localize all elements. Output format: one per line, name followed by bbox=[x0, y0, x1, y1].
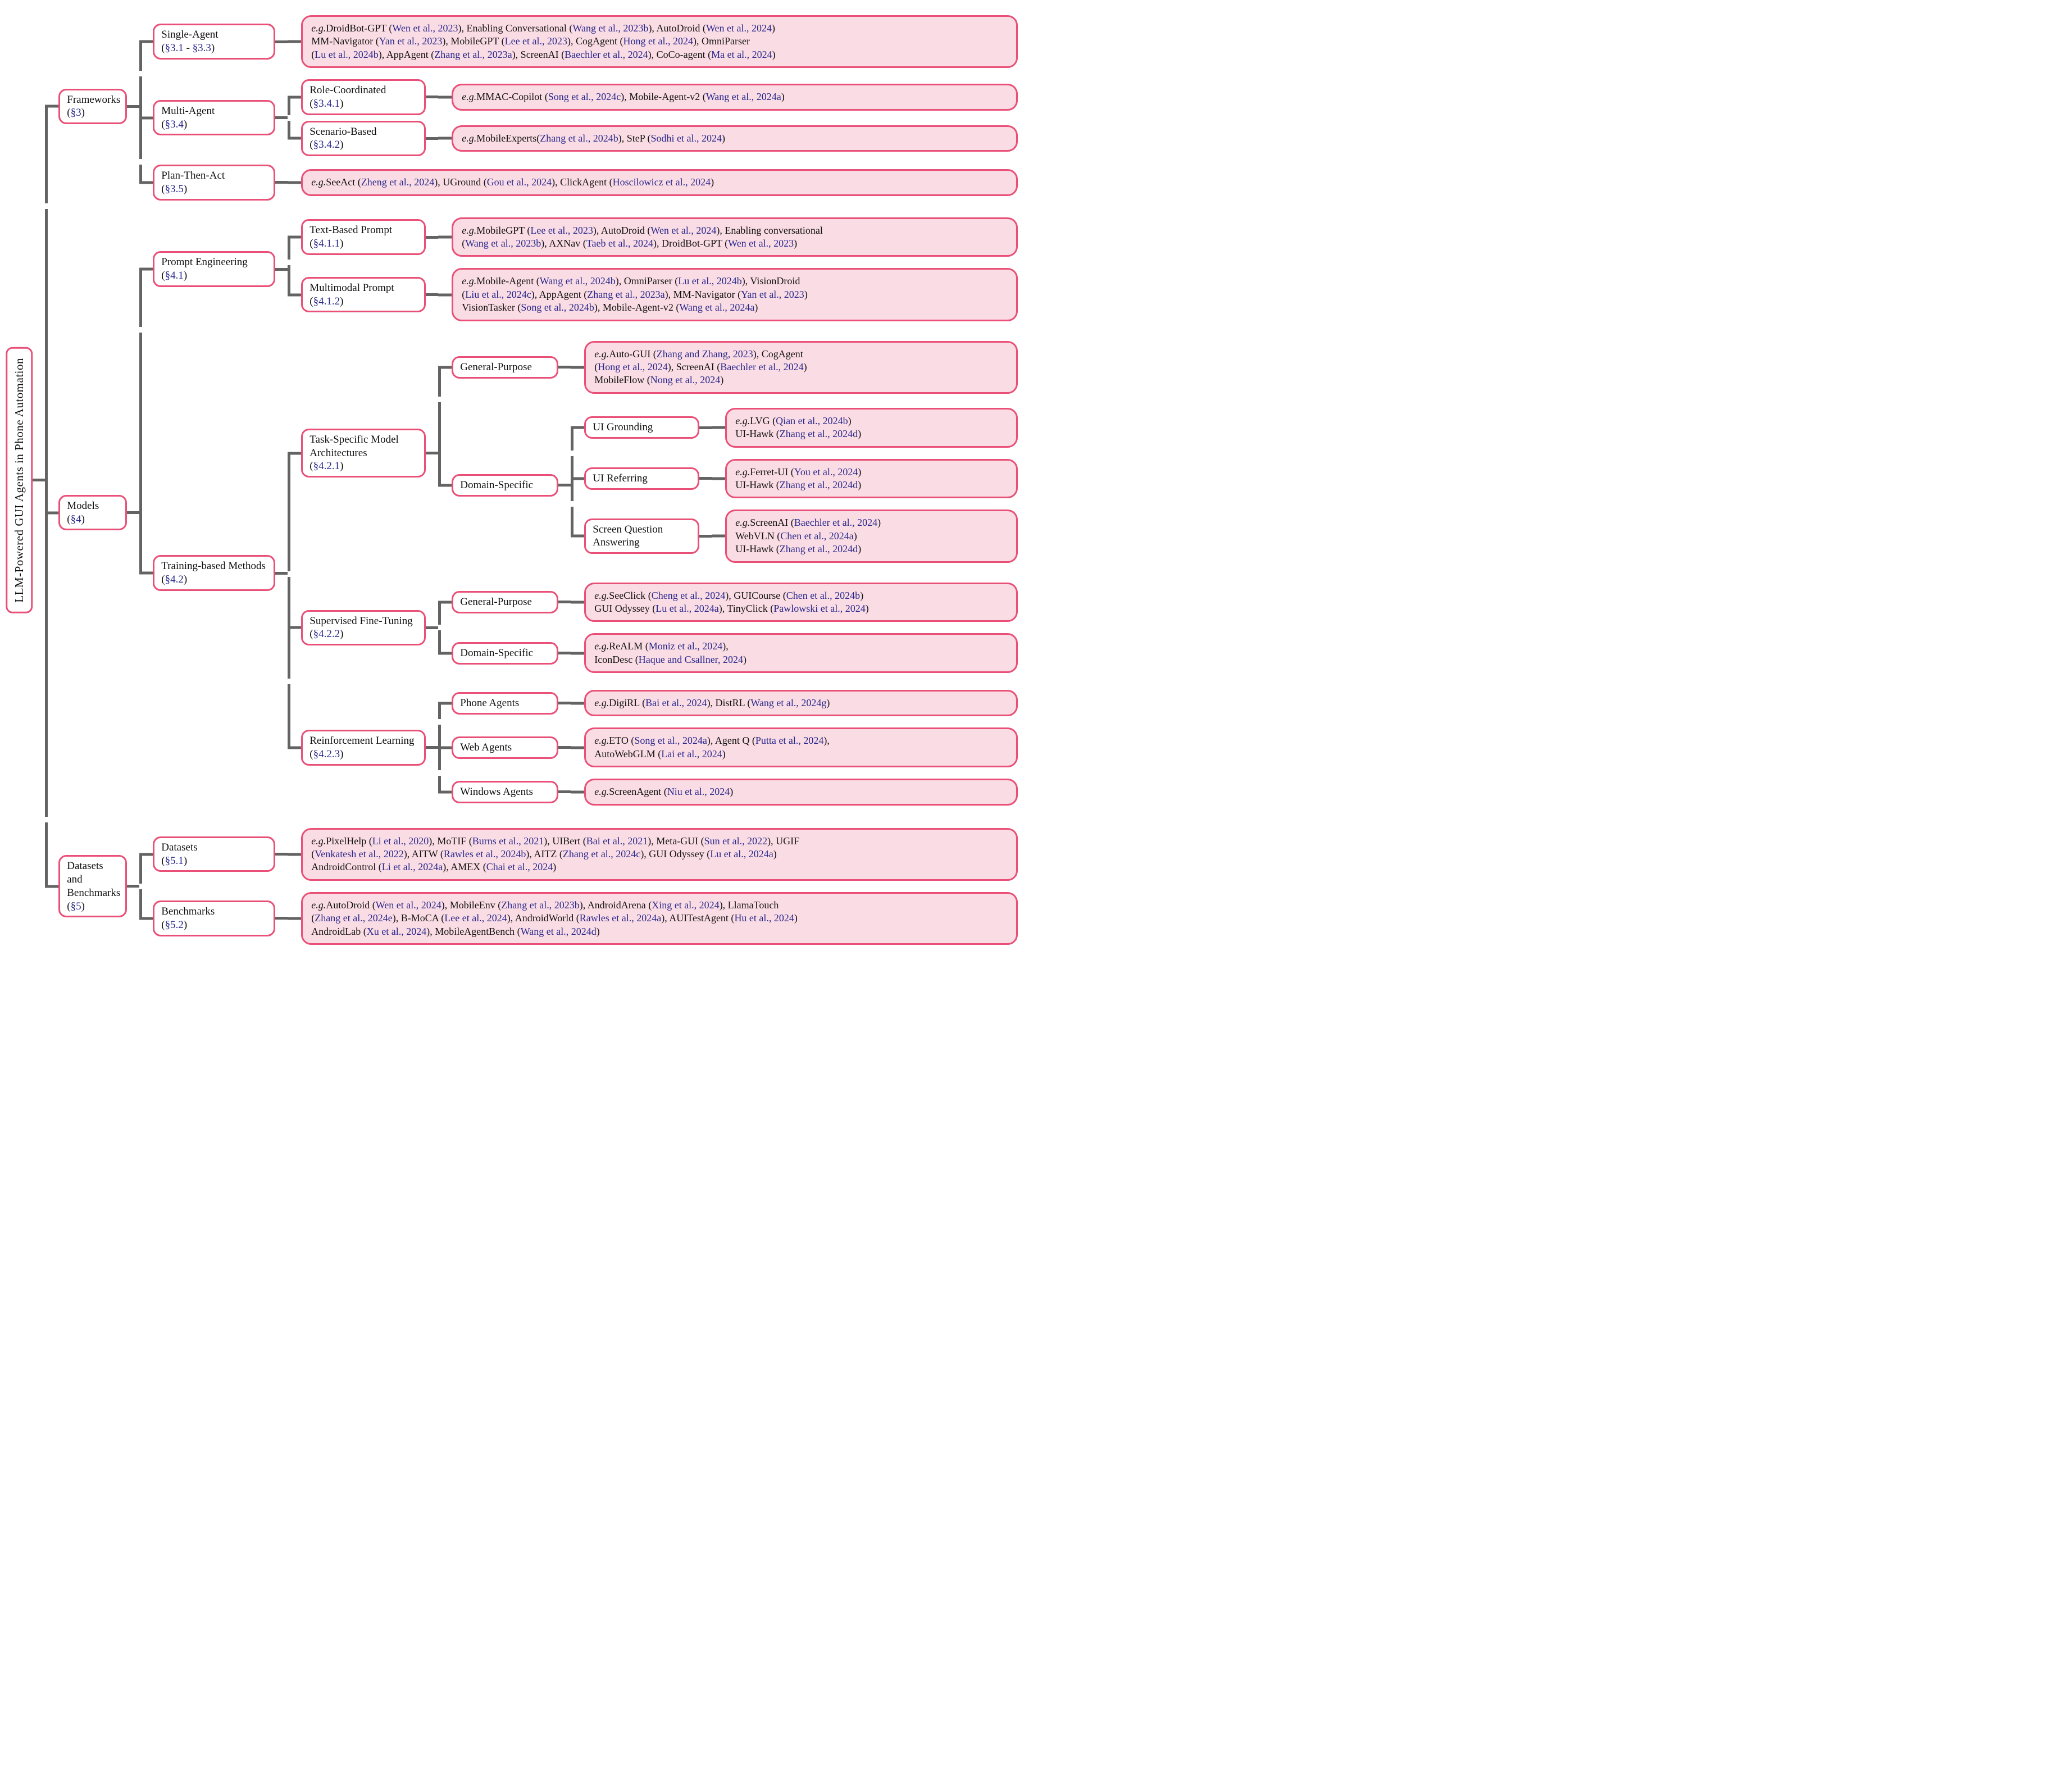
node-multimodal-prompt: Multimodal Prompt (§4.1.2) bbox=[301, 277, 426, 313]
branch-arch-domain-specific bbox=[452, 402, 1018, 568]
node-sft-general-purpose: General-Purpose bbox=[452, 591, 558, 613]
leaf-row bbox=[438, 84, 1018, 110]
subtree-training-based bbox=[139, 333, 1018, 814]
node-frameworks: Frameworks (§3) bbox=[58, 89, 127, 125]
text-based-prompt-children bbox=[438, 215, 1018, 260]
subtree-prompt-engineering bbox=[139, 212, 1018, 327]
leaf-plan-then-act-examples: e.g.SeeAct (Zheng et al., 2024), UGround (Gou et al., 2024), ClickAgent (Hoscilowicz et al., 2024) bbox=[301, 169, 1018, 195]
subtree-rl bbox=[288, 684, 1018, 811]
ui-grounding-children bbox=[712, 405, 1018, 451]
node-models: Models (§4) bbox=[58, 495, 127, 531]
subtree-ui-grounding bbox=[571, 405, 1018, 451]
connector bbox=[699, 477, 712, 480]
subtree-web-agents bbox=[438, 725, 1018, 770]
leaf-row bbox=[571, 727, 1018, 767]
subtree-arch-domain-specific bbox=[438, 402, 1018, 568]
sft-domain-specific-children bbox=[571, 630, 1018, 676]
connector bbox=[558, 484, 571, 486]
leaf-sft-general-purpose-examples: e.g.SeeClick (Cheng et al., 2024), GUICourse (Chen et al., 2024b) GUI Odyssey (Lu et al., 2024a), TinyClick (Pawlowski et al., 2024) bbox=[584, 583, 1018, 622]
branch-ui-referring bbox=[584, 456, 1018, 502]
subtree-task-specific bbox=[288, 335, 1018, 571]
connector bbox=[275, 853, 288, 856]
windows-agents-children bbox=[571, 776, 1018, 808]
leaf-windows-agents-examples: e.g.ScreenAgent (Niu et al., 2024) bbox=[584, 779, 1018, 805]
leaf-phone-agents-examples: e.g.DigiRL (Bai et al., 2024), DistRL (Wang et al., 2024g) bbox=[584, 690, 1018, 716]
leaf-multimodal-prompt-examples: e.g.Mobile-Agent (Wang et al., 2024b), OmniParser (Lu et al., 2024b), VisionDroid (Liu et al., 2024c), AppAgent (Zhang et al., 2023a), MM-Navigator (Yan et al., 2023) VisionTasker (Song et al., 2024b), Mobile-Agent-v2 (Wang et al., 2024a) bbox=[452, 268, 1018, 321]
branch-datasets bbox=[153, 825, 1018, 884]
node-screen-question-answering: Screen Question Answering bbox=[584, 519, 699, 554]
node-ui-grounding: UI Grounding bbox=[584, 416, 699, 439]
ui-referring-children bbox=[712, 456, 1018, 502]
node-scenario-based: Scenario-Based (§3.4.2) bbox=[301, 121, 426, 157]
training-based-children bbox=[288, 333, 1018, 814]
connector bbox=[558, 702, 571, 704]
connector bbox=[275, 40, 288, 43]
leaf-ui-referring-examples: e.g.Ferret-UI (You et al., 2024) UI-Hawk (Zhang et al., 2024d) bbox=[725, 459, 1018, 499]
task-specific-children bbox=[438, 335, 1018, 571]
leaf-single-agent-examples: e.g.DroidBot-GPT (Wen et al., 2023), Enabling Conversational (Wang et al., 2023b), AutoDroid (Wen et al., 2024) MM-Navigator (Yan et al., 2023), MobileGPT (Lee et al., 2023), CogAgent (Hong et al., 2024), OmniParser (Lu et al., 2024b), AppAgent (Zhang et al., 2023a), ScreenAI (Baechler et al., 2024), CoCo-agent (Ma et al., 2024) bbox=[301, 15, 1018, 68]
leaf-row bbox=[571, 690, 1018, 716]
node-web-agents: Web Agents bbox=[452, 736, 558, 759]
leaf-row bbox=[571, 633, 1018, 673]
prompt-engineering-children bbox=[288, 212, 1018, 327]
node-windows-agents: Windows Agents bbox=[452, 781, 558, 803]
leaf-row bbox=[438, 268, 1018, 321]
leaf-text-based-prompt-examples: e.g.MobileGPT (Lee et al., 2023), AutoDroid (Wen et al., 2024), Enabling conversational (Wang et al., 2023b), AXNav (Taeb et al., 2024), DroidBot-GPT (Wen et al., 2023) bbox=[452, 217, 1018, 257]
sft-general-purpose-children bbox=[571, 580, 1018, 625]
connector bbox=[699, 426, 712, 429]
subtree-scenario-based bbox=[288, 121, 1018, 157]
branch-benchmarks bbox=[153, 889, 1018, 948]
node-sft-domain-specific: Domain-Specific bbox=[452, 642, 558, 665]
leaf-row bbox=[712, 459, 1018, 499]
multimodal-prompt-children bbox=[438, 265, 1018, 324]
branch-rl bbox=[301, 684, 1018, 811]
single-agent-children bbox=[288, 12, 1018, 71]
subtree-phone-agents bbox=[438, 687, 1018, 719]
branch-multimodal-prompt bbox=[301, 265, 1018, 324]
subtree-role-coordinated bbox=[288, 79, 1018, 115]
subtree-single-agent bbox=[139, 12, 1018, 71]
branch-frameworks bbox=[58, 10, 1018, 203]
subtree-frameworks bbox=[45, 10, 1018, 203]
branch-phone-agents bbox=[452, 687, 1018, 719]
subtree-sft bbox=[288, 577, 1018, 679]
arch-domain-specific-children bbox=[571, 402, 1018, 568]
subtree-datasets-benchmarks bbox=[45, 822, 1018, 950]
datasets-children bbox=[288, 825, 1018, 884]
branch-sft-domain-specific bbox=[452, 630, 1018, 676]
connector bbox=[426, 236, 438, 239]
branch-arch-general-purpose bbox=[452, 338, 1018, 397]
leaf-row bbox=[712, 510, 1018, 562]
leaf-ui-grounding-examples: e.g.LVG (Qian et al., 2024b) UI-Hawk (Zhang et al., 2024d) bbox=[725, 408, 1018, 448]
connector bbox=[426, 746, 438, 749]
branch-ui-grounding bbox=[584, 405, 1018, 451]
branch-plan-then-act bbox=[153, 165, 1018, 201]
frameworks-children bbox=[139, 10, 1018, 203]
node-ui-referring: UI Referring bbox=[584, 467, 699, 490]
branch-windows-agents bbox=[452, 776, 1018, 808]
node-phone-agents: Phone Agents bbox=[452, 692, 558, 715]
role-coordinated-children bbox=[438, 81, 1018, 113]
connector bbox=[426, 137, 438, 140]
models-children bbox=[139, 209, 1018, 817]
connector bbox=[558, 746, 571, 749]
subtree-multimodal-prompt bbox=[288, 265, 1018, 324]
root-children bbox=[45, 7, 1018, 953]
datasets-benchmarks-children bbox=[139, 822, 1018, 950]
node-multi-agent: Multi-Agent (§3.4) bbox=[153, 100, 275, 136]
leaf-arch-general-purpose-examples: e.g.Auto-GUI (Zhang and Zhang, 2023), CogAgent (Hong et al., 2024), ScreenAI (Baechler et al., 2024) MobileFlow (Nong et al., 2024) bbox=[584, 341, 1018, 394]
subtree-ui-referring bbox=[571, 456, 1018, 502]
leaf-scenario-based-examples: e.g.MobileExperts(Zhang et al., 2024b), SteP (Sodhi et al., 2024) bbox=[452, 125, 1018, 152]
leaf-row bbox=[288, 892, 1018, 945]
subtree-sft-general-purpose bbox=[438, 580, 1018, 625]
subtree-windows-agents bbox=[438, 776, 1018, 808]
node-datasets-and-benchmarks: Datasets and Benchmarks (§5) bbox=[58, 855, 127, 917]
node-training-based-methods: Training-based Methods (§4.2) bbox=[153, 555, 275, 591]
leaf-row bbox=[438, 125, 1018, 152]
connector bbox=[275, 116, 288, 119]
branch-screen-qa bbox=[584, 507, 1018, 565]
branch-sft bbox=[301, 577, 1018, 679]
node-benchmarks: Benchmarks (§5.2) bbox=[153, 900, 275, 936]
branch-datasets-benchmarks bbox=[58, 822, 1018, 950]
branch-sft-general-purpose bbox=[452, 580, 1018, 625]
screen-qa-children bbox=[712, 507, 1018, 565]
branch-web-agents bbox=[452, 725, 1018, 770]
leaf-datasets-examples: e.g.PixelHelp (Li et al., 2020), MoTIF (Burns et al., 2021), UIBert (Bai et al., 2021), Meta-GUI (Sun et al., 2022), UGIF (Venkatesh et al., 2022), AITW (Rawles et al., 2024b), AITZ (Zhang et al., 2024c), GUI Odyssey (Lu et al., 2024a) AndroidControl (Li et al., 2024a), AMEX (Chai et al., 2024) bbox=[301, 828, 1018, 881]
subtree-arch-general-purpose bbox=[438, 338, 1018, 397]
branch-text-based-prompt bbox=[301, 215, 1018, 260]
benchmarks-children bbox=[288, 889, 1018, 948]
connector bbox=[127, 885, 139, 888]
node-plan-then-act: Plan-Then-Act (§3.5) bbox=[153, 165, 275, 201]
leaf-benchmarks-examples: e.g.AutoDroid (Wen et al., 2024), MobileEnv (Zhang et al., 2023b), AndroidArena (Xing et al., 2024), LlamaTouch (Zhang et al., 2024e), B-MoCA (Lee et al., 2024), AndroidWorld (Rawles et al., 2024a), AUITestAgent (Hu et al., 2024) AndroidLab (Xu et al., 2024), MobileAgentBench (Wang et al., 2024d) bbox=[301, 892, 1018, 945]
connector bbox=[558, 790, 571, 793]
scenario-based-children bbox=[438, 122, 1018, 154]
connector bbox=[426, 452, 438, 454]
leaf-row bbox=[571, 341, 1018, 394]
leaf-row bbox=[288, 828, 1018, 881]
connector bbox=[127, 511, 139, 514]
connector bbox=[558, 652, 571, 654]
subtree-benchmarks bbox=[139, 889, 1018, 948]
connector bbox=[275, 181, 288, 184]
connector bbox=[426, 293, 438, 296]
leaf-web-agents-examples: e.g.ETO (Song et al., 2024a), Agent Q (Putta et al., 2024), AutoWebGLM (Lai et al., 2024) bbox=[584, 727, 1018, 767]
connector bbox=[33, 479, 45, 481]
node-reinforcement-learning: Reinforcement Learning (§4.2.3) bbox=[301, 730, 426, 766]
node-arch-domain-specific: Domain-Specific bbox=[452, 474, 558, 497]
branch-single-agent bbox=[153, 12, 1018, 71]
node-single-agent: Single-Agent (§3.1 - §3.3) bbox=[153, 24, 275, 60]
root-branch bbox=[6, 7, 1018, 953]
branch-scenario-based bbox=[301, 121, 1018, 157]
leaf-sft-domain-specific-examples: e.g.ReALM (Moniz et al., 2024), IconDesc (Haque and Csallner, 2024) bbox=[584, 633, 1018, 673]
node-task-specific-architectures: Task-Specific Model Architectures (§4.2.1) bbox=[301, 429, 426, 477]
arch-general-purpose-children bbox=[571, 338, 1018, 397]
subtree-text-based-prompt bbox=[288, 215, 1018, 260]
branch-prompt-engineering bbox=[153, 212, 1018, 327]
leaf-row bbox=[571, 583, 1018, 622]
branch-models bbox=[58, 209, 1018, 817]
connector bbox=[426, 95, 438, 98]
connector bbox=[275, 268, 288, 271]
subtree-multi-agent bbox=[139, 76, 1018, 159]
branch-role-coordinated bbox=[301, 79, 1018, 115]
branch-task-specific bbox=[301, 335, 1018, 571]
connector bbox=[699, 535, 712, 538]
node-arch-general-purpose: General-Purpose bbox=[452, 356, 558, 379]
leaf-row bbox=[571, 779, 1018, 805]
branch-training-based bbox=[153, 333, 1018, 814]
rl-children bbox=[438, 684, 1018, 811]
subtree-models bbox=[45, 209, 1018, 817]
leaf-row bbox=[712, 408, 1018, 448]
leaf-row bbox=[288, 169, 1018, 195]
branch-multi-agent bbox=[153, 76, 1018, 159]
subtree-screen-qa bbox=[571, 507, 1018, 565]
connector bbox=[275, 917, 288, 920]
connector bbox=[275, 572, 288, 575]
phone-agents-children bbox=[571, 687, 1018, 719]
subtree-datasets bbox=[139, 825, 1018, 884]
root-node: LLM-Powered GUI Agents in Phone Automation bbox=[6, 347, 33, 613]
plan-then-act-children bbox=[288, 166, 1018, 198]
node-prompt-engineering: Prompt Engineering (§4.1) bbox=[153, 251, 275, 287]
leaf-row bbox=[438, 217, 1018, 257]
web-agents-children bbox=[571, 725, 1018, 770]
node-role-coordinated: Role-Coordinated (§3.4.1) bbox=[301, 79, 426, 115]
taxonomy-diagram bbox=[0, 0, 1027, 960]
node-text-based-prompt: Text-Based Prompt (§4.1.1) bbox=[301, 219, 426, 255]
connector bbox=[558, 601, 571, 603]
leaf-screen-qa-examples: e.g.ScreenAI (Baechler et al., 2024) WebVLN (Chen et al., 2024a) UI-Hawk (Zhang et al., 2024d) bbox=[725, 510, 1018, 562]
sft-children bbox=[438, 577, 1018, 679]
connector bbox=[127, 105, 139, 108]
subtree-sft-domain-specific bbox=[438, 630, 1018, 676]
connector bbox=[426, 626, 438, 629]
subtree-plan-then-act bbox=[139, 165, 1018, 201]
node-supervised-fine-tuning: Supervised Fine-Tuning (§4.2.2) bbox=[301, 610, 426, 646]
multi-agent-children bbox=[288, 76, 1018, 159]
node-datasets: Datasets (§5.1) bbox=[153, 836, 275, 872]
connector bbox=[558, 366, 571, 369]
leaf-role-coordinated-examples: e.g.MMAC-Copilot (Song et al., 2024c), Mobile-Agent-v2 (Wang et al., 2024a) bbox=[452, 84, 1018, 110]
leaf-row bbox=[288, 15, 1018, 68]
